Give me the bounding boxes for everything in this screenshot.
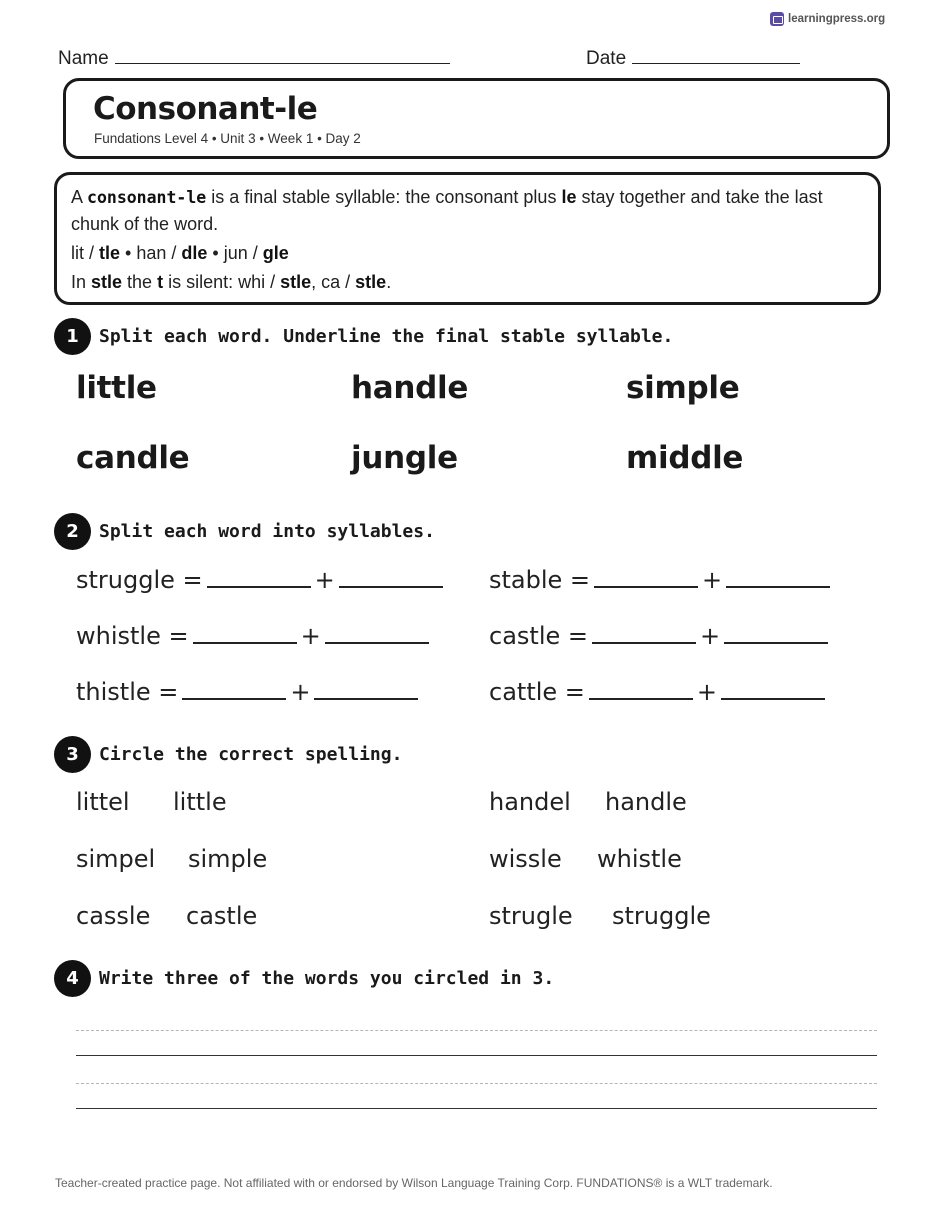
answer-blank[interactable] (594, 568, 698, 588)
word-candle: candle (76, 440, 190, 476)
answer-blank[interactable] (339, 568, 443, 588)
writing-line-1[interactable] (76, 1030, 877, 1056)
brand-link[interactable] (770, 12, 885, 26)
spelling-option[interactable]: cassle (76, 902, 151, 930)
spelling-option[interactable]: castle (186, 902, 258, 930)
writing-midline (76, 1030, 877, 1031)
section-3-header (54, 736, 402, 773)
word-little: little (76, 370, 157, 406)
section-instruction: Split each word. Underline the final stable syllable. (99, 326, 674, 347)
answer-blank[interactable] (182, 680, 286, 700)
brand-text: learningpress.org (788, 13, 886, 25)
section-number: 3 (54, 736, 91, 773)
section-instruction: Write three of the words you circled in 3. (99, 968, 555, 989)
word-jungle: jungle (351, 440, 458, 476)
word-middle: middle (626, 440, 744, 476)
writing-line-2[interactable] (76, 1083, 877, 1109)
answer-blank[interactable] (589, 680, 693, 700)
writing-baseline (76, 1055, 877, 1056)
section-number: 2 (54, 513, 91, 550)
title-box (63, 78, 890, 159)
learningpress-logo-icon (770, 12, 784, 26)
answer-blank[interactable] (193, 624, 297, 644)
spelling-option[interactable]: little (173, 788, 227, 816)
section-instruction: Circle the correct spelling. (99, 744, 403, 765)
section-1-header (54, 318, 673, 355)
answer-blank[interactable] (724, 624, 828, 644)
section-number: 1 (54, 318, 91, 355)
spelling-option[interactable]: handel (489, 788, 571, 816)
spelling-option[interactable]: simple (188, 845, 268, 873)
split-thistle: thistle = + (76, 678, 422, 706)
split-struggle: struggle = + (76, 566, 447, 594)
answer-blank[interactable] (325, 624, 429, 644)
section-number: 4 (54, 960, 91, 997)
split-stable: stable = + (489, 566, 834, 594)
page-subtitle: Fundations Level 4 • Unit 3 • Week 1 • Day 2 (94, 131, 361, 146)
date-field (586, 47, 800, 70)
page-title: Consonant-le (93, 91, 318, 127)
answer-blank[interactable] (726, 568, 830, 588)
footer-disclaimer: Teacher-created practice page. Not affiliated with or endorsed by Wilson Language Training Corp. FUNDATIONS® is a WLT trademark. (55, 1176, 773, 1190)
rule-examples: lit / tle • han / dle • jun / gle (71, 243, 289, 263)
spelling-option[interactable]: handle (605, 788, 687, 816)
name-field (58, 47, 450, 70)
section-2-header (54, 513, 435, 550)
spelling-option[interactable]: littel (76, 788, 130, 816)
answer-blank[interactable] (592, 624, 696, 644)
date-blank[interactable] (632, 47, 800, 64)
date-label: Date (586, 48, 627, 69)
spelling-option[interactable]: struggle (612, 902, 711, 930)
name-blank[interactable] (115, 47, 450, 64)
rule-definition: A consonant-le is a final stable syllable: the consonant plus le stay together and take the last chunk of the word. (71, 187, 823, 234)
answer-blank[interactable] (207, 568, 311, 588)
spelling-option[interactable]: whistle (597, 845, 682, 873)
split-castle: castle = + (489, 622, 832, 650)
spelling-option[interactable]: strugle (489, 902, 573, 930)
split-cattle: cattle = + (489, 678, 829, 706)
spelling-option[interactable]: wissle (489, 845, 562, 873)
rule-box (54, 172, 881, 305)
split-whistle: whistle = + (76, 622, 433, 650)
writing-midline (76, 1083, 877, 1084)
section-instruction: Split each word into syllables. (99, 521, 435, 542)
section-4-header (54, 960, 554, 997)
rule-term: consonant-le (87, 188, 207, 207)
word-simple: simple (626, 370, 740, 406)
rule-silent-t: In stle the t is silent: whi / stle, ca / stle. (71, 272, 392, 292)
word-handle: handle (351, 370, 469, 406)
name-label: Name (58, 48, 109, 69)
answer-blank[interactable] (314, 680, 418, 700)
writing-baseline (76, 1108, 877, 1109)
answer-blank[interactable] (721, 680, 825, 700)
spelling-option[interactable]: simpel (76, 845, 156, 873)
